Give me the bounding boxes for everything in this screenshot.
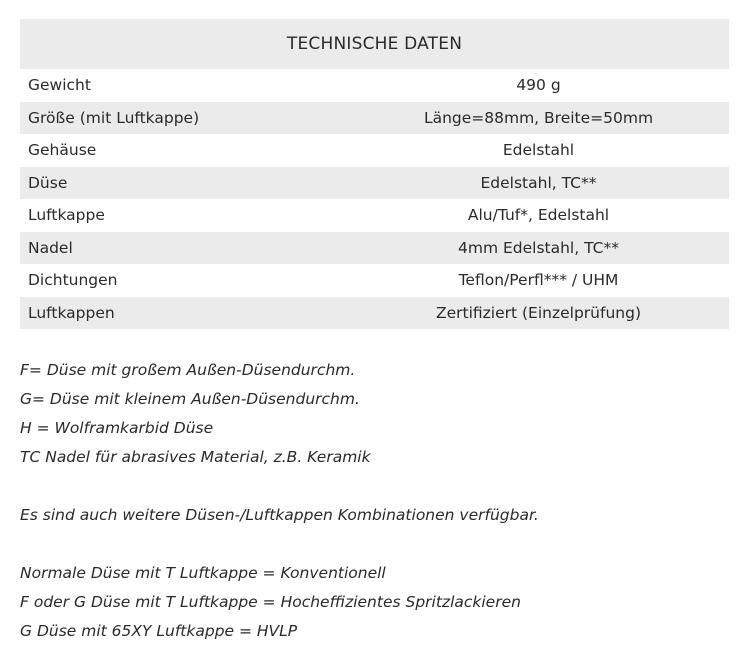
table-row-nozzle xyxy=(20,167,729,200)
row-value: 490 g xyxy=(516,76,561,95)
row-value: Alu/Tuf*, Edelstahl xyxy=(467,206,610,225)
spacer xyxy=(20,530,730,559)
availability-note: Es sind auch weitere Düsen-/Luftkappen Kombinationen verfügbar. xyxy=(20,506,539,524)
table-row-air-cap xyxy=(20,199,729,232)
table-row-housing xyxy=(20,134,729,167)
combination-line: G Düse mit 65XY Luftkappe = HVLP xyxy=(20,622,298,640)
row-value: 4mm Edelstahl, TC** xyxy=(458,238,619,257)
row-label: Luftkappe xyxy=(28,206,105,225)
row-label: Größe (mit Luftkappe) xyxy=(28,108,200,127)
table-row-weight xyxy=(20,69,729,102)
legend-line: H = Wolframkarbid Düse xyxy=(20,419,214,437)
footnotes xyxy=(20,356,730,646)
table-title: TECHNISCHE DATEN xyxy=(20,19,729,69)
row-value: Länge=88mm, Breite=50mm xyxy=(423,108,654,127)
combination-line: F oder G Düse mit T Luftkappe = Hocheffizientes Spritzlackieren xyxy=(20,593,521,611)
row-value: Edelstahl, TC** xyxy=(480,173,597,192)
row-label: Dichtungen xyxy=(28,271,118,290)
row-label: Gewicht xyxy=(28,76,91,95)
row-label: Luftkappen xyxy=(28,303,115,322)
row-value: Teflon/Perfl*** / UHM xyxy=(458,271,619,290)
row-label: Nadel xyxy=(28,238,73,257)
row-label: Düse xyxy=(28,173,68,192)
row-value: Edelstahl xyxy=(502,141,575,160)
legend-line: G= Düse mit kleinem Außen-Düsendurchm. xyxy=(20,390,360,408)
table-row-seals xyxy=(20,264,729,297)
spacer xyxy=(20,472,730,501)
table-row-air-caps xyxy=(20,297,729,330)
legend-line: F= Düse mit großem Außen-Düsendurchm. xyxy=(20,361,356,379)
table-row-size xyxy=(20,102,729,135)
table-body xyxy=(20,69,729,329)
row-label: Gehäuse xyxy=(28,141,97,160)
technical-data-table xyxy=(20,19,729,329)
table-row-needle xyxy=(20,232,729,265)
legend-line: TC Nadel für abrasives Material, z.B. Keramik xyxy=(20,448,371,466)
row-value: Zertifiziert (Einzelprüfung) xyxy=(435,303,641,322)
combination-line: Normale Düse mit T Luftkappe = Konventionell xyxy=(20,564,386,582)
